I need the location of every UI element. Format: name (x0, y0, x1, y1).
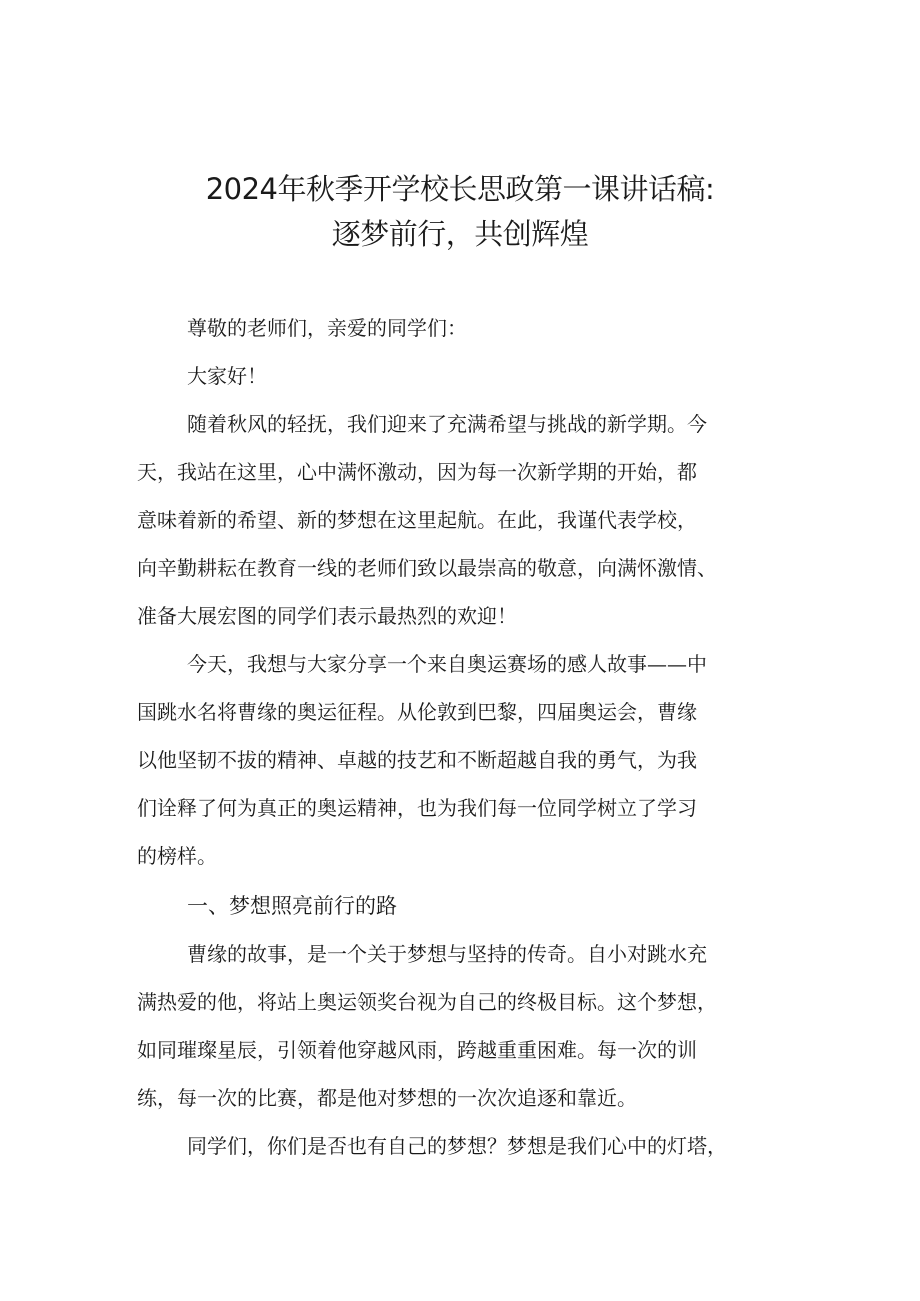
paragraph-2-line-2: 国跳水名将曹缘的奥运征程。从伦敦到巴黎，四届奥运会，曹缘 (137, 700, 697, 724)
paragraph-2-line-4: 们诠释了何为真正的奥运精神，也为我们每一位同学树立了学习 (137, 796, 697, 820)
document-title-line-2: 逐梦前行，共创辉煌 (331, 217, 589, 251)
paragraph-1-line-5: 准备大展宏图的同学们表示最热烈的欢迎！ (137, 604, 517, 628)
section-1-heading: 一、梦想照亮前行的路 (187, 894, 397, 918)
paragraph-1-line-2: 天，我站在这里，心中满怀激动，因为每一次新学期的开始，都 (137, 460, 697, 484)
paragraph-2-line-5: 的榜样。 (137, 844, 217, 868)
paragraph-2-line-1: 今天，我想与大家分享一个来自奥运赛场的感人故事——中 (187, 652, 707, 676)
paragraph-3-line-2: 满热爱的他，将站上奥运领奖台视为自己的终极目标。这个梦想， (137, 990, 717, 1014)
paragraph-3-line-1: 曹缘的故事，是一个关于梦想与坚持的传奇。自小对跳水充 (187, 942, 707, 966)
paragraph-4-line-1: 同学们，你们是否也有自己的梦想？梦想是我们心中的灯塔， (187, 1134, 727, 1158)
paragraph-1-line-3: 意味着新的希望、新的梦想在这里起航。在此，我谨代表学校， (137, 508, 697, 532)
paragraph-1-line-4: 向辛勤耕耘在教育一线的老师们致以最崇高的敬意，向满怀激情、 (137, 556, 717, 580)
greeting: 大家好！ (187, 364, 267, 388)
paragraph-3-line-3: 如同璀璨星辰，引领着他穿越风雨，跨越重重困难。每一次的训 (137, 1038, 697, 1062)
salutation: 尊敬的老师们，亲爱的同学们： (187, 316, 467, 340)
paragraph-2-line-3: 以他坚韧不拔的精神、卓越的技艺和不断超越自我的勇气，为我 (137, 748, 697, 772)
paragraph-3-line-4: 练，每一次的比赛，都是他对梦想的一次次追逐和靠近。 (137, 1086, 637, 1110)
paragraph-1-line-1: 随着秋风的轻抚，我们迎来了充满希望与挑战的新学期。今 (187, 412, 707, 436)
document-title-line-1: 2024年秋季开学校长思政第一课讲话稿: (205, 172, 715, 206)
